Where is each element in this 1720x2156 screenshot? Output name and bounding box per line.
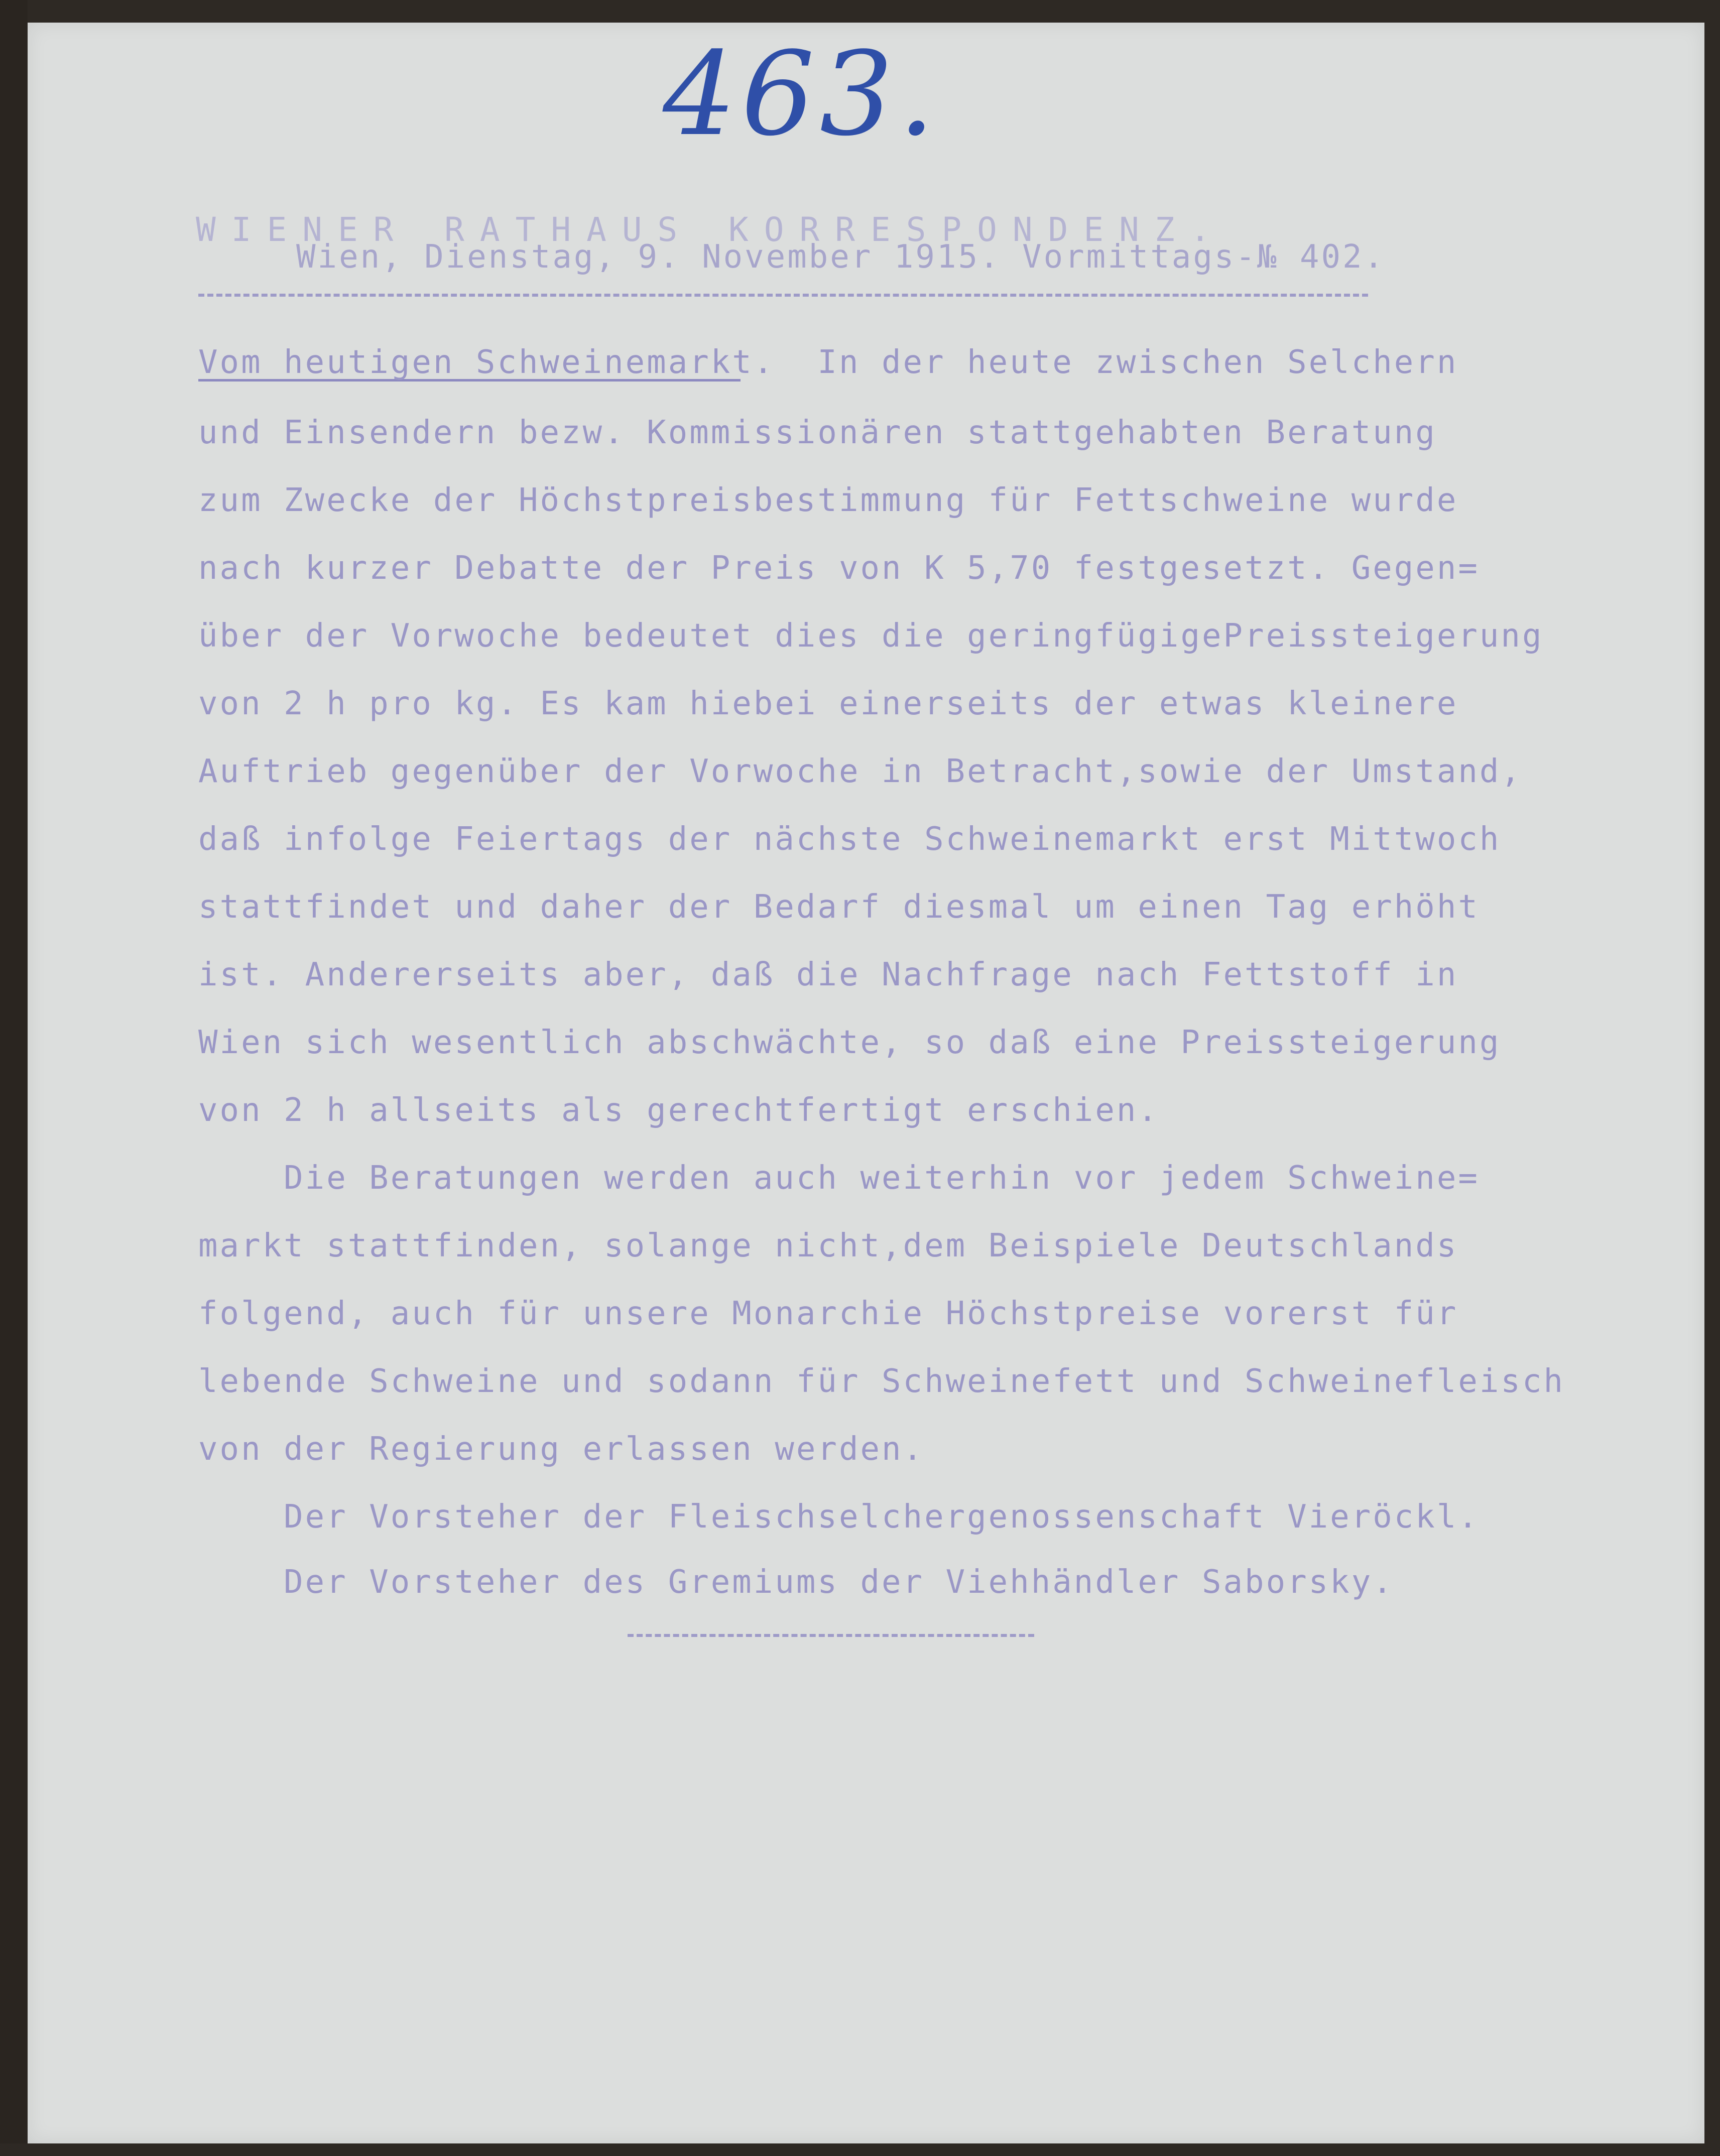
header-rule (198, 294, 1368, 297)
article-line: Wien sich wesentlich abschwächte, so daß eine Preissteigerung (198, 1024, 1501, 1061)
agency-header: WIENER RATHAUS KORRESPONDENZ. (196, 210, 1226, 249)
article-line: folgend, auch für unsere Monarchie Höchstpreise vorerst für (198, 1295, 1458, 1332)
article-line: stattfindet und daher der Bedarf diesmal um einen Tag erhöht (198, 889, 1480, 926)
paper-sheet (28, 23, 1704, 2143)
scan-border-bottom (0, 2143, 1720, 2156)
article-line: ist. Andererseits aber, daß die Nachfrage nach Fettstoff in (198, 956, 1458, 993)
end-rule (628, 1634, 1034, 1637)
scan-border-left (0, 0, 28, 2156)
article-line: und Einsendern bezw. Kommissionären stattgehabten Beratung (198, 414, 1437, 451)
scan-border-right (1704, 0, 1720, 2156)
article-line: lebende Schweine und sodann für Schweinefett und Schweinefleisch (198, 1363, 1565, 1400)
article-line: über der Vorwoche bedeutet dies die geringfügigePreissteigerung (198, 617, 1544, 655)
article-line: markt stattfinden, solange nicht,dem Beispiele Deutschlands (198, 1227, 1458, 1264)
article-line: Der Vorsteher der Fleischselchergenossenschaft Vieröckl. (198, 1498, 1480, 1536)
article-line: von 2 h pro kg. Es kam hiebei einerseits der etwas kleinere (198, 685, 1458, 722)
article-line: daß infolge Feiertags der nächste Schweinemarkt erst Mittwoch (198, 821, 1501, 858)
article-line: Der Vorsteher des Gremiums der Viehhändler Saborsky. (198, 1564, 1394, 1601)
handwritten-page-number: 463. (663, 28, 940, 162)
article-line: zum Zwecke der Höchstpreisbestimmung für Fettschweine wurde (198, 482, 1458, 519)
article-line: nach kurzer Debatte der Preis von K 5,70 festgesetzt. Gegen= (198, 550, 1480, 587)
article-line: von 2 h allseits als gerechtfertigt erschien. (198, 1092, 1159, 1129)
article-line: Die Beratungen werden auch weiterhin vor jedem Schweine= (198, 1160, 1480, 1197)
article-line: von der Regierung erlassen werden. (198, 1431, 925, 1468)
dateline: Wien, Dienstag, 9. November 1915. Vormittags-№ 402. (296, 238, 1386, 276)
article-line: Auftrieb gegenüber der Vorwoche in Betracht,sowie der Umstand, (198, 753, 1522, 790)
scan-border-top (0, 0, 1720, 23)
article-first-line: Vom heutigen Schweinemarkt. In der heute zwischen Selchern (198, 344, 1458, 381)
